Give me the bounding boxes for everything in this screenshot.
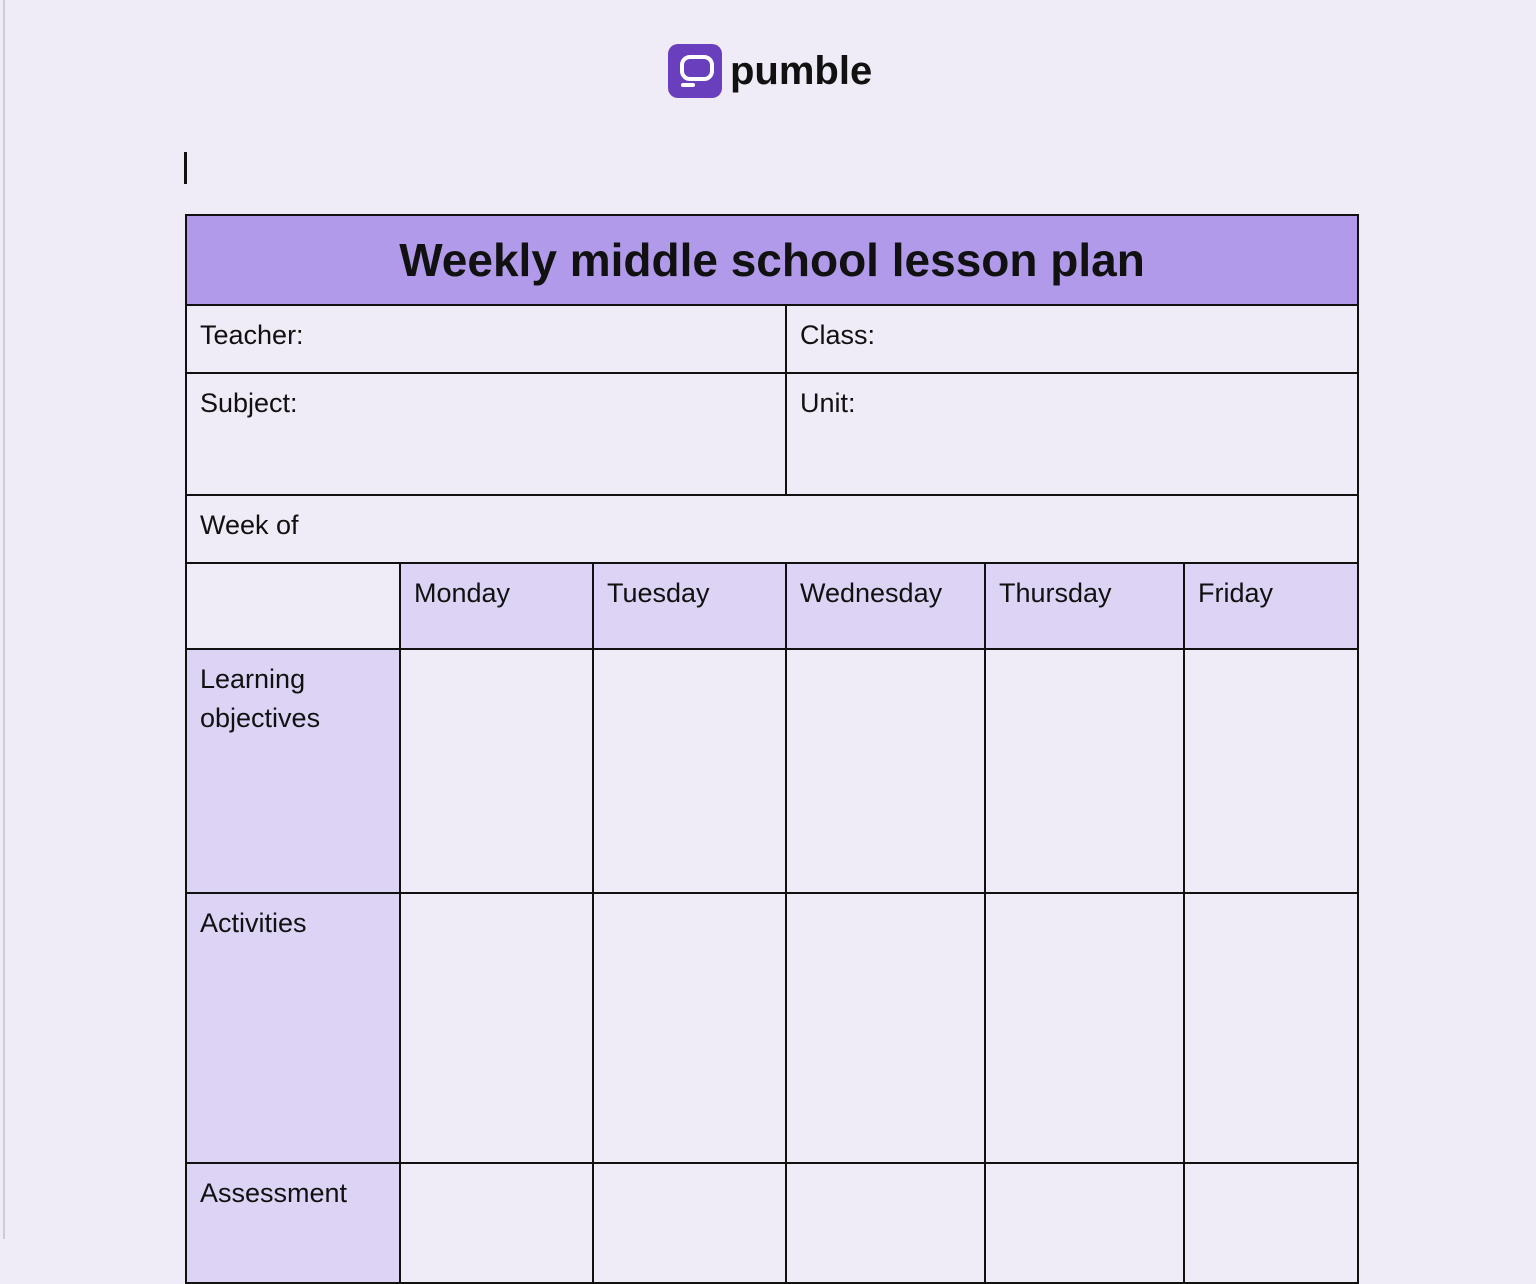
cell[interactable] [400, 1163, 593, 1283]
corner-cell [186, 563, 400, 649]
window-edge [3, 0, 5, 1239]
cell[interactable] [985, 893, 1184, 1163]
cell[interactable] [1184, 649, 1358, 893]
page-title: Weekly middle school lesson plan [186, 215, 1358, 305]
cell[interactable] [400, 893, 593, 1163]
subject-field[interactable]: Subject: [186, 373, 786, 495]
row-header: Activities [186, 893, 400, 1163]
unit-field[interactable]: Unit: [786, 373, 1358, 495]
cell[interactable] [1184, 893, 1358, 1163]
day-header: Wednesday [786, 563, 985, 649]
row-header: Learning objectives [186, 649, 400, 893]
pumble-logo [668, 44, 872, 98]
pumble-logo-icon [668, 44, 722, 98]
logo-text: pumble [730, 48, 873, 93]
cell[interactable] [786, 893, 985, 1163]
day-header: Monday [400, 563, 593, 649]
cell[interactable] [593, 649, 786, 893]
row-header: Assessment [186, 1163, 400, 1283]
teacher-field[interactable]: Teacher: [186, 305, 786, 373]
cell[interactable] [786, 649, 985, 893]
day-header: Friday [1184, 563, 1358, 649]
cell[interactable] [593, 893, 786, 1163]
class-field[interactable]: Class: [786, 305, 1358, 373]
cell[interactable] [786, 1163, 985, 1283]
cell[interactable] [1184, 1163, 1358, 1283]
day-header: Tuesday [593, 563, 786, 649]
lesson-plan-table [185, 214, 1359, 1284]
cell[interactable] [985, 649, 1184, 893]
week-of-field[interactable]: Week of [186, 495, 1358, 563]
cell[interactable] [985, 1163, 1184, 1283]
text-cursor [184, 152, 187, 184]
day-header: Thursday [985, 563, 1184, 649]
cell[interactable] [400, 649, 593, 893]
cell[interactable] [593, 1163, 786, 1283]
